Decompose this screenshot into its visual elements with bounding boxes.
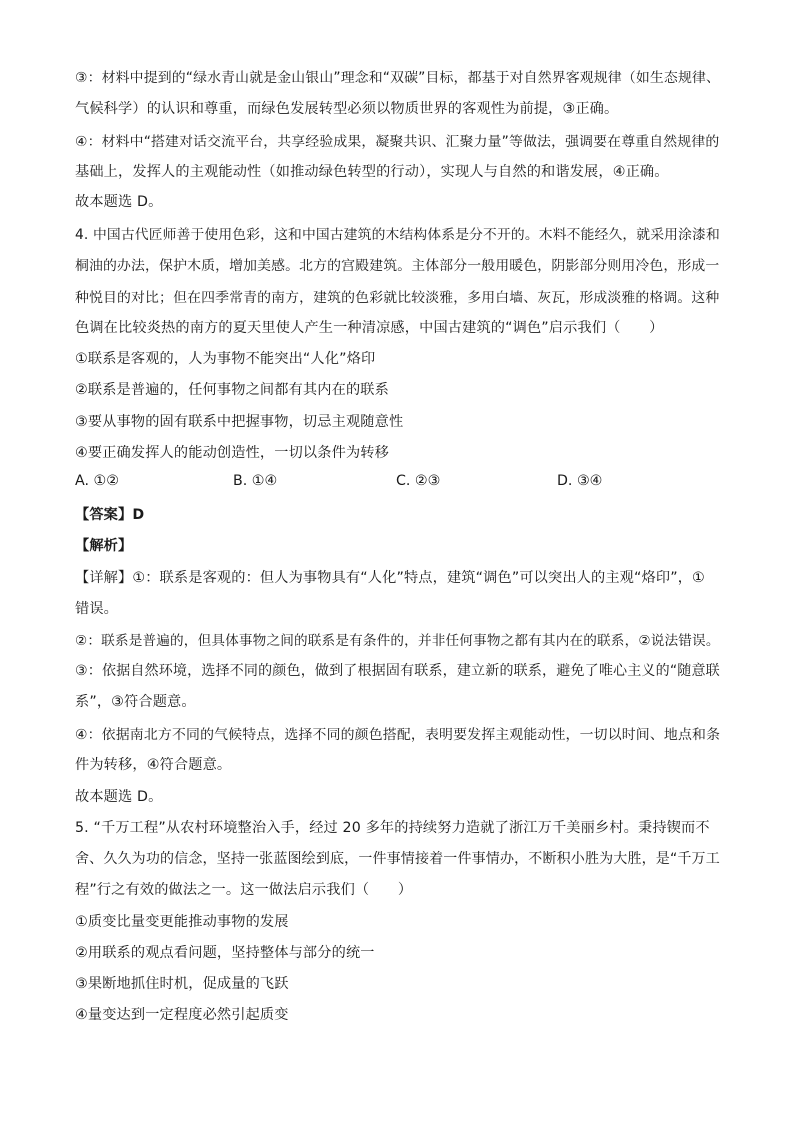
statement-2: ②用联系的观点看问题，坚持整体与部分的统一	[75, 945, 375, 961]
statement-2: ②联系是普遍的，任何事物之间都有其内在的联系	[75, 382, 389, 398]
analysis-label: 【解析】	[75, 538, 133, 554]
question-4-line: 4. 中国古代匠师善于使用色彩，这和中国古建筑的木结构体系是分不开的。木料不能经久，就采用涂漆和	[75, 227, 720, 243]
question-5-line: 舍、久久为功的信念，坚持一张蓝图绘到底，一件事情接着一件事情办，不断积小胜为大胜，是“千万工	[75, 851, 720, 867]
detail-line: ③：依据自然环境，选择不同的颜色，做到了根据固有联系，建立新的联系，避免了唯心主义的“随意联	[75, 663, 720, 679]
text-line: ④：材料中“搭建对话交流平台，共享经验成果，凝聚共识、汇聚力量”等做法，强调要在尊重自然规律的	[75, 134, 720, 150]
text-line: 气候科学）的认识和尊重，而绿色发展转型必须以物质世界的客观性为前提，③正确。	[75, 101, 619, 117]
option-b: B. ①④	[233, 473, 278, 489]
detail-line: 系”，③符合题意。	[75, 694, 196, 710]
detail-line: ④：依据南北方不同的气候特点，选择不同的颜色搭配，表明要发挥主观能动性，一切以时间、地点和条	[75, 727, 721, 743]
option-d: D. ③④	[557, 473, 603, 489]
option-c: C. ②③	[396, 473, 441, 489]
statement-3: ③果断地抓住时机，促成量的飞跃	[75, 976, 289, 992]
statement-1: ①质变比量变更能推动事物的发展	[75, 914, 289, 930]
question-4-line: 桐油的办法，保护木质，增加美感。北方的宫殿建筑。主体部分一般用暖色，阴影部分则用冷色，形成一	[75, 258, 720, 274]
question-4-line: 种悦目的对比；但在四季常青的南方，建筑的色彩就比较淡雅，多用白墙、灰瓦，形成淡雅的格调。这种	[75, 290, 720, 306]
statement-4: ④量变达到一定程度必然引起质变	[75, 1007, 289, 1023]
detail-line: 件为转移，④符合题意。	[75, 757, 232, 773]
question-5-line: 程”行之有效的做法之一。这一做法启示我们（ ）	[75, 882, 413, 898]
answer-label: 【答案】D	[75, 507, 145, 523]
statement-3: ③要从事物的固有联系中把握事物，切忌主观随意性	[75, 414, 404, 430]
detail-line: 【详解】①：联系是客观的：但人为事物具有“人化”特点，建筑“调色”可以突出人的主观“烙印”，①	[75, 570, 705, 586]
text-line: ③：材料中提到的“绿水青山就是金山银山”理念和“双碳”目标，都基于对自然界客观规律（如生态规律、	[75, 70, 721, 86]
text-line: 故本题选 D。	[75, 194, 163, 210]
statement-1: ①联系是客观的，人为事物不能突出“人化”烙印	[75, 351, 376, 367]
question-5-line: 5. “千万工程”从农村环境整治入手，经过 20 多年的持续努力造就了浙江万千美丽乡村。秉持锲而不	[75, 820, 710, 836]
statement-4: ④要正确发挥人的能动创造性，一切以条件为转移	[75, 445, 389, 461]
detail-line: 错误。	[75, 601, 119, 617]
option-a: A. ①②	[75, 473, 119, 489]
text-line: 基础上，发挥人的主观能动性（如推动绿色转型的行动），实现人与自然的和谐发展，④正确。	[75, 164, 669, 180]
detail-line: 故本题选 D。	[75, 789, 163, 805]
question-4-line: 色调在比较炎热的南方的夏天里使人产生一种清凉感，中国古建筑的“调色”启示我们（ ）	[75, 320, 664, 336]
detail-line: ②：联系是普遍的，但具体事物之间的联系是有条件的，并非任何事物之都有其内在的联系，②说法错误。	[75, 633, 720, 649]
